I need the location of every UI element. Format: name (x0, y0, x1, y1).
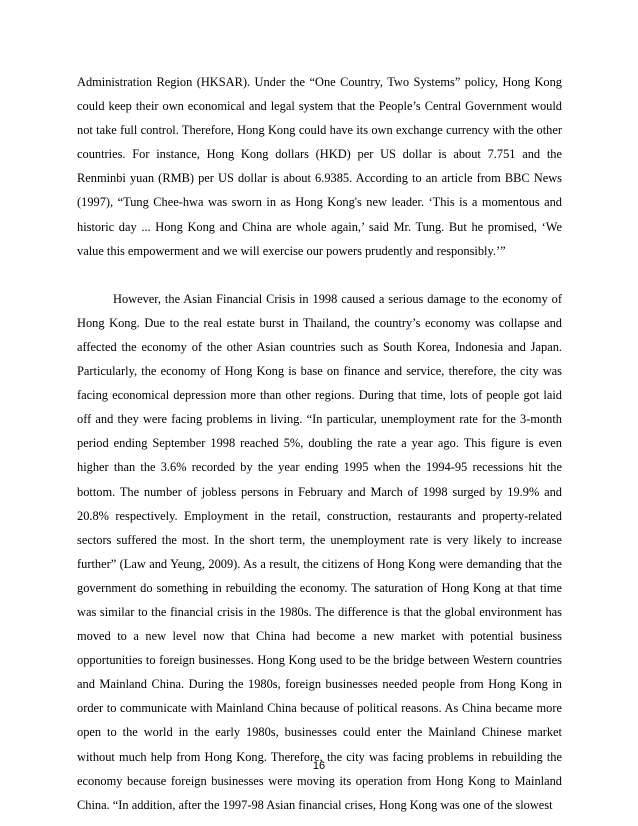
paragraph-asian-financial-crisis: However, the Asian Financial Crisis in 1998 caused a serious damage to the economy of Hong Kong. Due to the real estate burst in Thailand, the country’s economy was collapse and affected the economy of the other Asian countries such as South Korea, Indonesia and Japan. Particularly, the economy of Hong Kong is base on finance and service, therefore, the city was facing economical depression more than other regions. During that time, lots of people got laid off and they were facing problems in living. “In particular, unemployment rate for the 3-month period ending September 1998 reached 5%, doubling the rate a year ago. This figure is even higher than the 3.6% recorded by the year ending 1995 when the 1994-95 recessions hit the bottom. The number of jobless persons in February and March of 1998 surged by 19.9% and 20.8% respectively. Employment in the retail, construction, restaurants and property-related sectors suffered the most. In the short term, the unemployment rate is very likely to increase further” (Law and Yeung, 2009). As a result, the citizens of Hong Kong were demanding that the government do something in rebuilding the economy. The saturation of Hong Kong at that time was similar to the financial crisis in the 1980s. The difference is that the global environment has moved to a new level now that China had become a new market with potential business opportunities to foreign businesses. Hong Kong used to be the bridge between Western countries and Mainland China. During the 1980s, foreign businesses needed people from Hong Kong in order to communicate with Mainland China because of political reasons. As China became more open to the world in the early 1980s, businesses could enter the Mainland Chinese market without much help from Hong Kong. Therefore, the city was facing problems in rebuilding the economy because foreign businesses were moving its operation from Hong Kong to Mainland China. “In addition, after the 1997-98 Asian financial crises, Hong Kong was one of the slowest (77, 291, 562, 812)
paragraph-hksar-policy: Administration Region (HKSAR). Under the “One Country, Two Systems” policy, Hong Kong could keep their own economical and legal system that the People’s Central Government would not take full control. Therefore, Hong Kong could have its own exchange currency with the other countries. For instance, Hong Kong dollars (HKD) per US dollar is about 7.751 and the Renminbi yuan (RMB) per US dollar is about 6.9385. According to an article from BBC News (1997), “Tung Chee-hwa was sworn in as Hong Kong's new leader. ‘This is a momentous and historic day ... Hong Kong and China are whole again,’ said Mr. Tung. But he promised, ‘We value this empowerment and we will exercise our powers prudently and responsibly.’” (77, 75, 562, 258)
page-number: 16 (312, 760, 326, 772)
body-text (77, 70, 562, 817)
